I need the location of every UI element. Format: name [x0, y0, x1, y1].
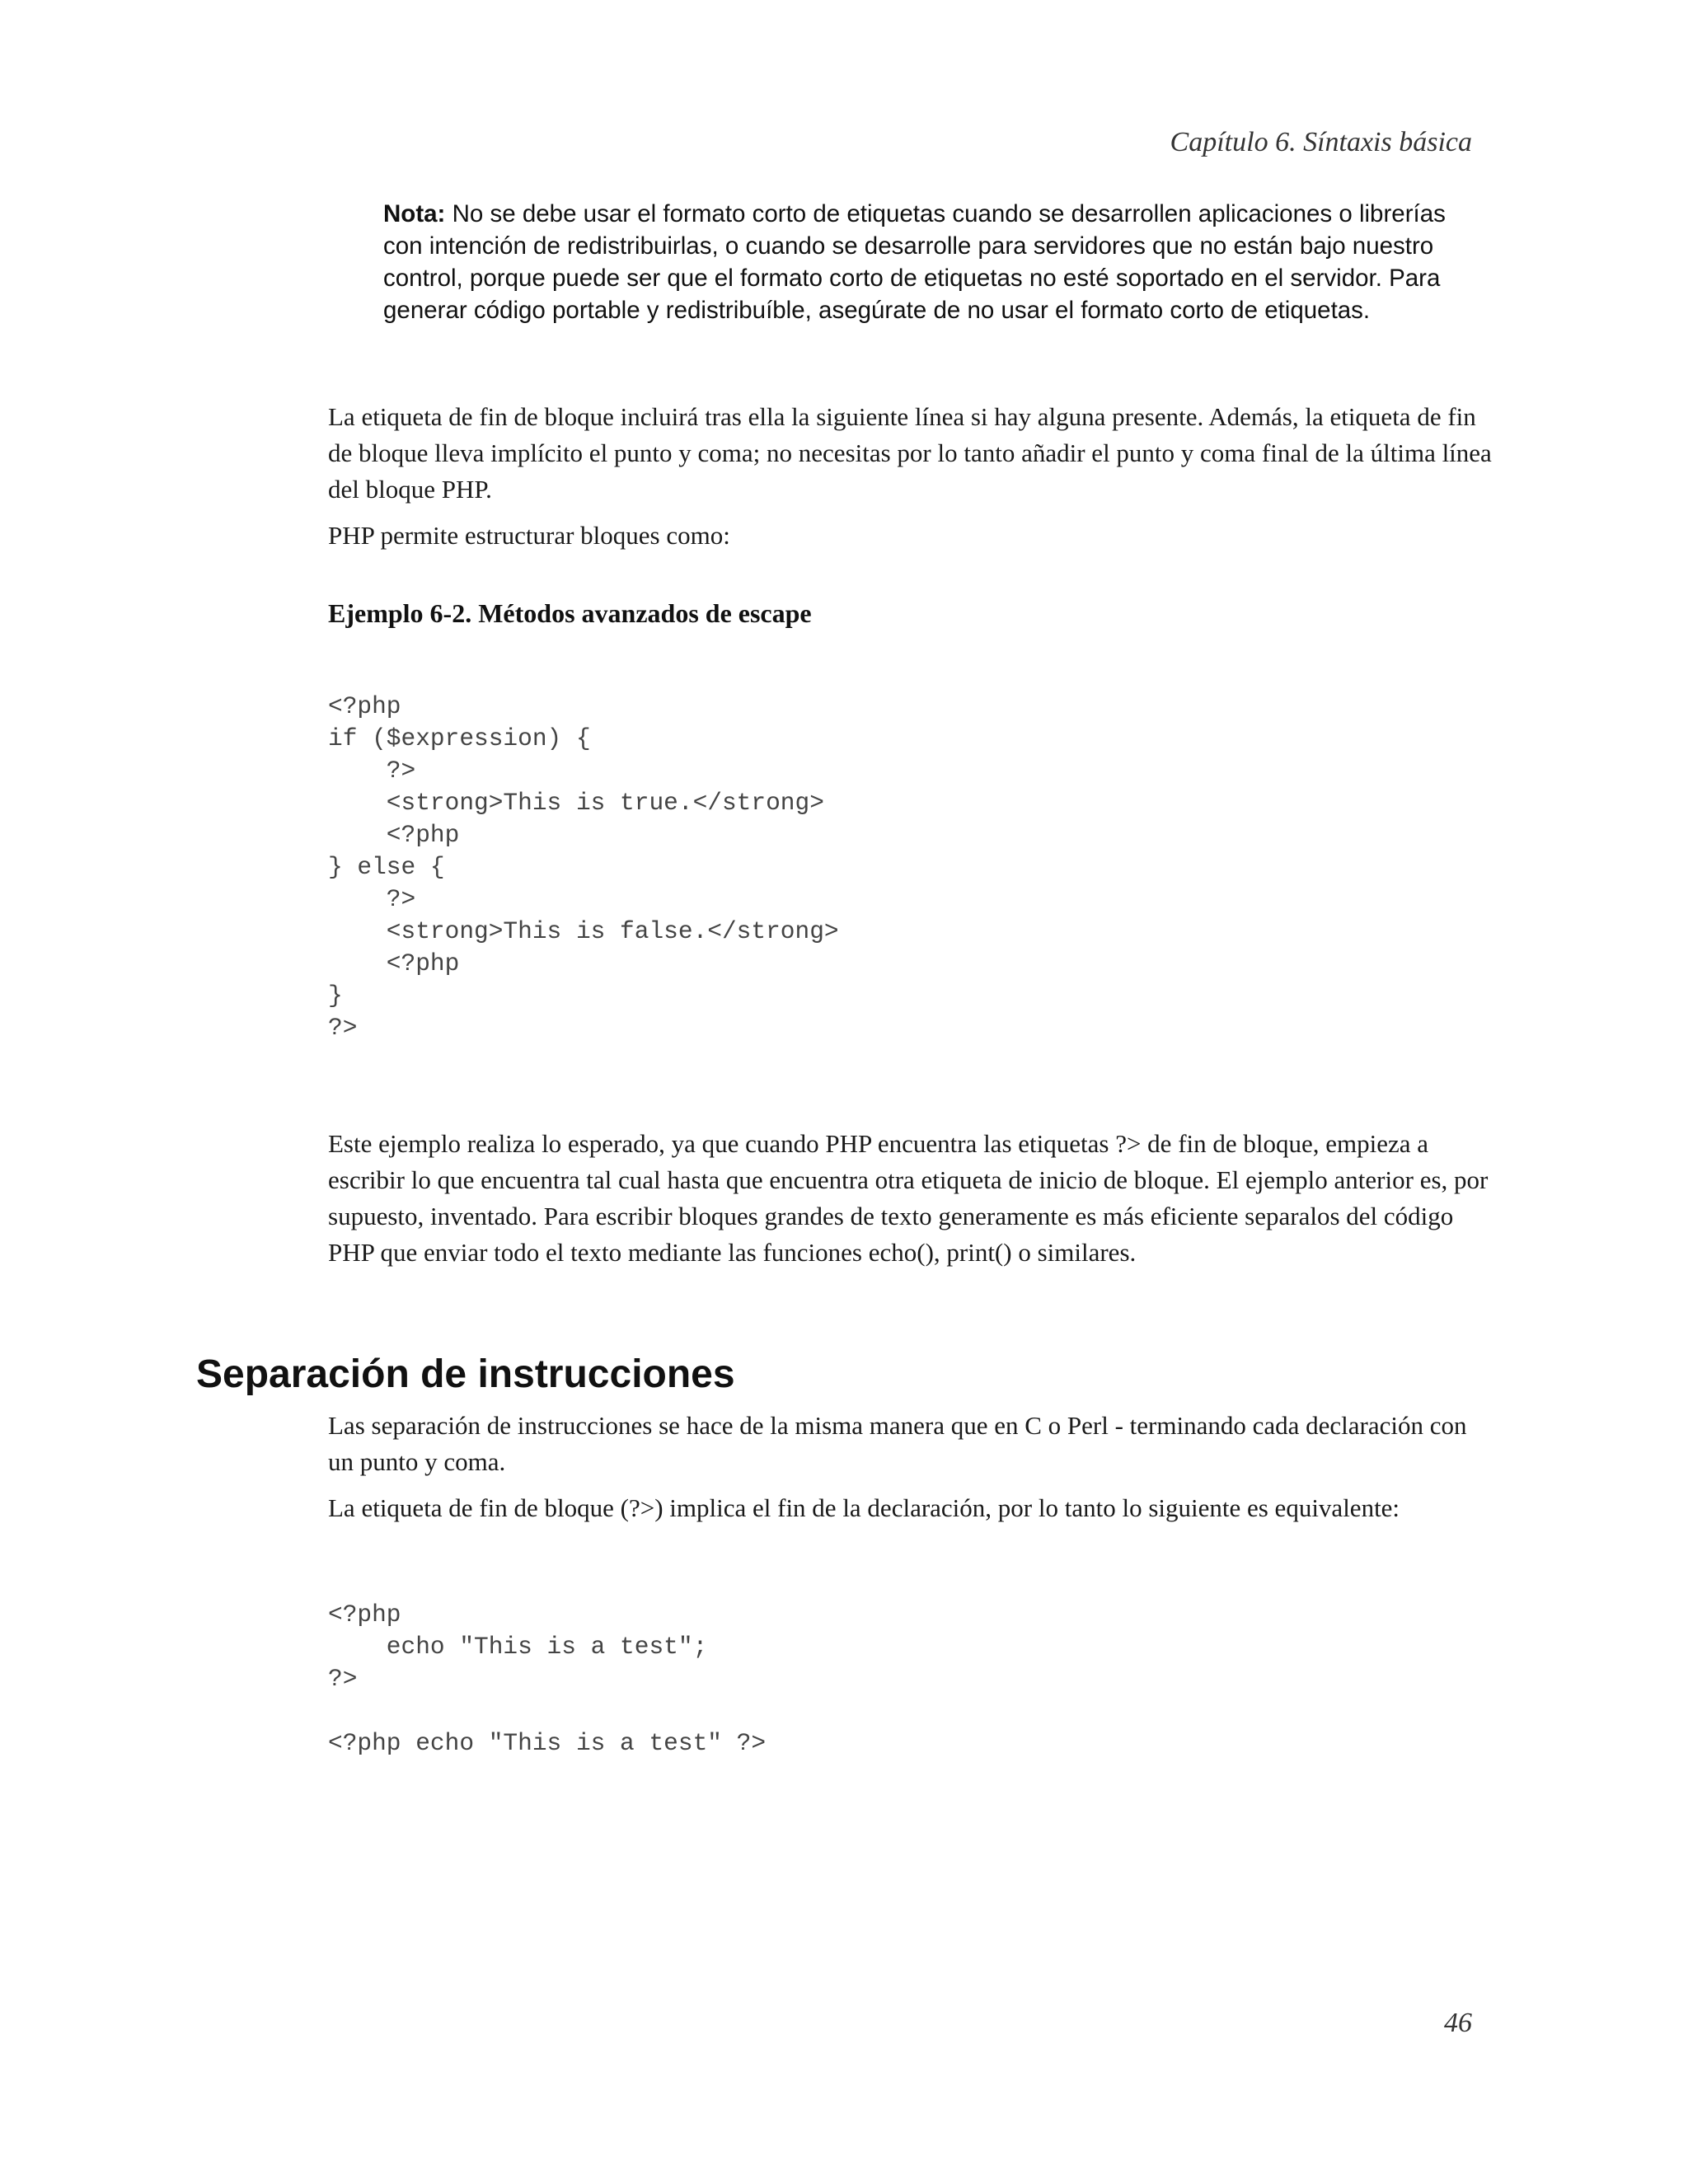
paragraph-structure-blocks: PHP permite estructurar bloques como: — [328, 521, 730, 550]
note-text: No se debe usar el formato corto de etiquetas cuando se desarrollen aplicaciones o librerías con intención de redistribuirlas, o cuando se desarrolle para servidores que no están bajo nuestro control, porque puede ser que el formato corto de etiquetas no esté soportado en el servidor. Para generar código portable y redistribuíble, asegúrate de no usar el formato corto de etiquetas. — [383, 200, 1446, 324]
code-block-escape-example: <?php if ($expression) { ?> <strong>This is true.</strong> <?php } else { ?> <strong>This is false.</strong> <?php } ?> — [328, 692, 839, 1042]
note-label: Nota: — [383, 200, 446, 227]
page-number: 46 — [1444, 2008, 1472, 2038]
paragraph-end-tag: La etiqueta de fin de bloque incluirá tras ella la siguiente línea si hay alguna presente. Además, la etiqueta de fin de bloque lleva implícito el punto y coma; no necesitas por lo tanto añadir el punto y coma final de la última línea del bloque PHP. — [328, 402, 1492, 504]
paragraph-instruction-separation: Las separación de instrucciones se hace de la misma manera que en C o Perl - terminando cada declaración con un punto y coma. — [328, 1411, 1467, 1476]
section-heading: Separación de instrucciones — [196, 1352, 735, 1396]
note-box — [383, 198, 1488, 326]
running-header: Capítulo 6. Síntaxis básica — [1170, 127, 1472, 157]
paragraph-equivalent: La etiqueta de fin de bloque (?>) implica el fin de la declaración, por lo tanto lo siguiente es equivalente: — [328, 1493, 1400, 1522]
example-title: Ejemplo 6-2. Métodos avanzados de escape — [328, 598, 812, 628]
code-block-echo-example: <?php echo "This is a test"; ?> <?php echo "This is a test" ?> — [328, 1601, 767, 1757]
paragraph-explanation: Este ejemplo realiza lo esperado, ya que cuando PHP encuentra las etiquetas ?> de fin de bloque, empieza a escribir lo que encuentra tal cual hasta que encuentra otra etiqueta de inicio de bloque. El ejemplo anterior es, por supuesto, inventado. Para escribir bloques grandes de texto generamente es más eficiente separalos del código PHP que enviar todo el texto mediante las funciones echo(), print() o similares. — [328, 1129, 1489, 1267]
